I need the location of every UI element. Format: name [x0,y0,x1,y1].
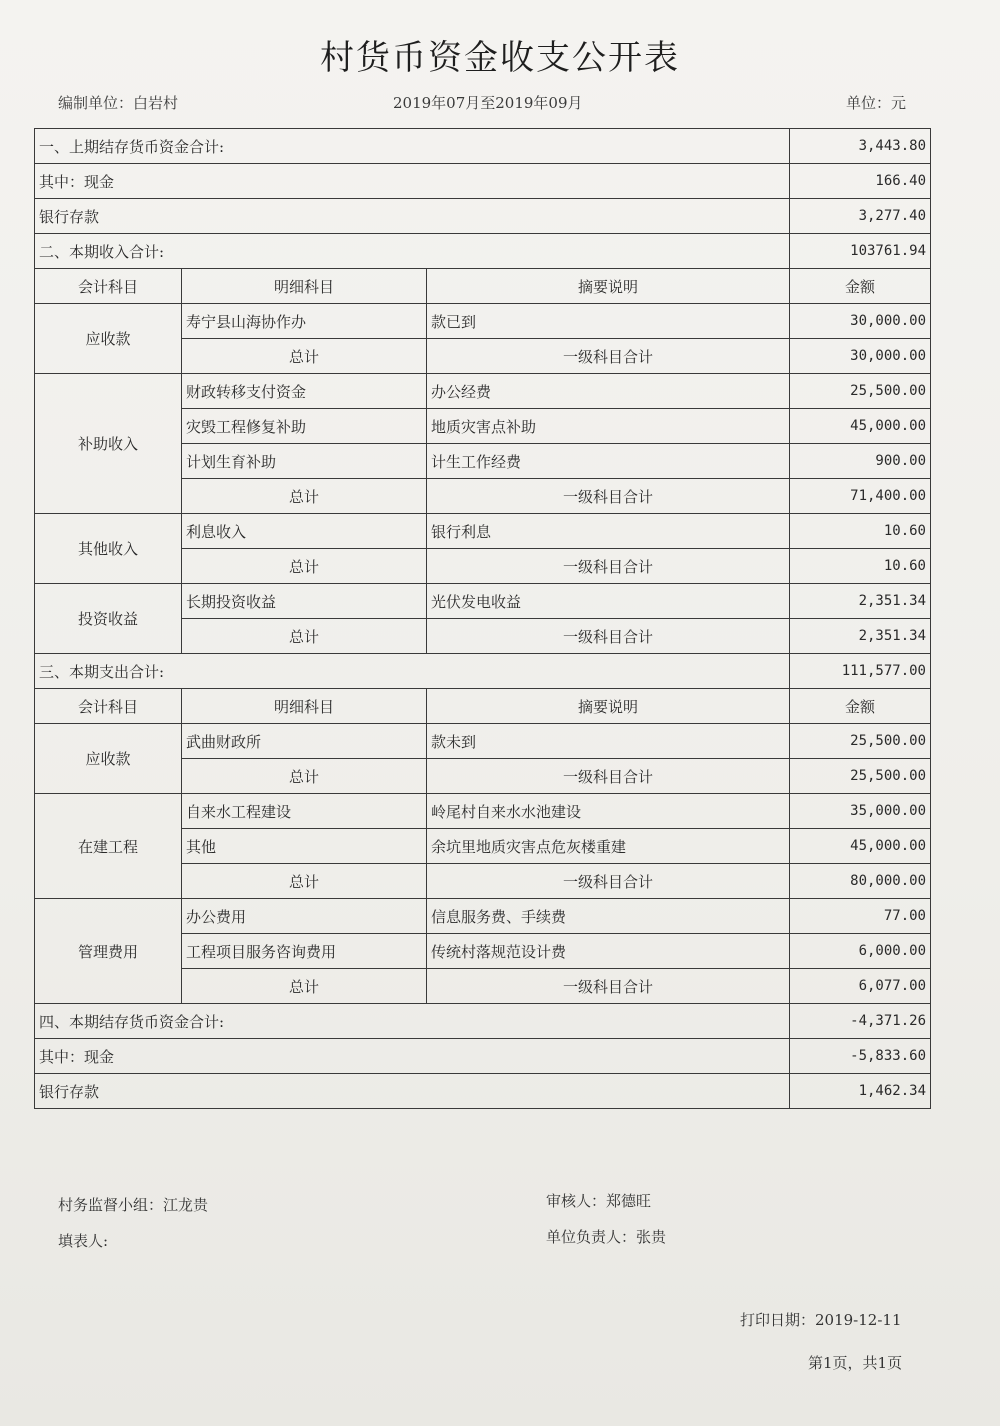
table-row [35,724,931,759]
income-summary-note: 地质灾害点补助 [427,409,790,444]
table-row [35,374,931,409]
expense-summary-note: 余坑里地质灾害点危灰楼重建 [427,829,790,864]
table-row [35,794,931,829]
income-summary-note: 款已到 [427,304,790,339]
income-detail-account: 灾毁工程修复补助 [182,409,427,444]
opening-cash-row [35,164,931,199]
opening-bank-label: 银行存款 [35,199,790,234]
table-row [35,584,931,619]
opening-total-row [35,129,931,164]
income-subtotal-label: 总计 [182,479,427,514]
expense-total-amount: 111,577.00 [790,654,931,689]
income-amount: 25,500.00 [790,374,931,409]
opening-total-label: 一、上期结存货币资金合计: [35,129,790,164]
table-row [35,304,931,339]
opening-bank-row [35,199,931,234]
income-column-header: 明细科目 [182,269,427,304]
expense-account-name: 应收款 [35,724,182,794]
income-subtotal-amount: 30,000.00 [790,339,931,374]
document-title: 村货币资金收支公开表 [320,38,680,78]
expense-total-label: 三、本期支出合计: [35,654,790,689]
expense-summary-note: 信息服务费、手续费 [427,899,790,934]
expense-column-header: 明细科目 [182,689,427,724]
income-detail-account: 寿宁县山海协作办 [182,304,427,339]
income-detail-account: 财政转移支付资金 [182,374,427,409]
income-summary-note: 办公经费 [427,374,790,409]
expense-subtotal-note: 一级科目合计 [427,969,790,1004]
income-subtotal-note: 一级科目合计 [427,619,790,654]
income-detail-account: 计划生育补助 [182,444,427,479]
income-amount: 30,000.00 [790,304,931,339]
opening-cash-label: 其中：现金 [35,164,790,199]
income-subtotal-note: 一级科目合计 [427,549,790,584]
expense-detail-account: 武曲财政所 [182,724,427,759]
income-total-label: 二、本期收入合计: [35,234,790,269]
expense-column-header: 摘要说明 [427,689,790,724]
income-summary-note: 光伏发电收益 [427,584,790,619]
expense-subtotal-note: 一级科目合计 [427,759,790,794]
expense-detail-account: 办公费用 [182,899,427,934]
income-subtotal-label: 总计 [182,619,427,654]
expense-summary-note: 岭尾村自来水水池建设 [427,794,790,829]
income-account-name: 应收款 [35,304,182,374]
income-column-header: 摘要说明 [427,269,790,304]
income-amount: 900.00 [790,444,931,479]
unit-label: 编制单位：白岩村 [58,94,179,112]
currency-label: 单位：元 [846,94,907,112]
expense-detail-account: 工程项目服务咨询费用 [182,934,427,969]
closing-total-label: 四、本期结存货币资金合计: [35,1004,790,1039]
expense-subtotal-label: 总计 [182,759,427,794]
income-subtotal-note: 一级科目合计 [427,479,790,514]
income-detail-account: 利息收入 [182,514,427,549]
expense-amount: 25,500.00 [790,724,931,759]
closing-cash-label: 其中：现金 [35,1039,790,1074]
opening-cash-amount: 166.40 [790,164,931,199]
print-date: 打印日期：2019-12-11 [740,1311,902,1329]
income-summary-note: 计生工作经费 [427,444,790,479]
income-account-name: 补助收入 [35,374,182,514]
closing-bank-amount: 1,462.34 [790,1074,931,1109]
opening-bank-amount: 3,277.40 [790,199,931,234]
expense-subtotal-label: 总计 [182,864,427,899]
income-subtotal-amount: 71,400.00 [790,479,931,514]
income-column-header: 金额 [790,269,931,304]
table-row [35,514,931,549]
reviewer-label: 审核人：郑德旺 [546,1192,652,1210]
supervisor-label: 村务监督小组：江龙贵 [58,1196,209,1214]
expense-subtotal-amount: 80,000.00 [790,864,931,899]
expense-detail-account: 其他 [182,829,427,864]
expense-summary-note: 传统村落规范设计费 [427,934,790,969]
expense-account-name: 在建工程 [35,794,182,899]
income-header-row [35,269,931,304]
income-amount: 10.60 [790,514,931,549]
expense-amount: 35,000.00 [790,794,931,829]
expense-subtotal-amount: 25,500.00 [790,759,931,794]
expense-summary-note: 款未到 [427,724,790,759]
filler-label: 填表人: [58,1232,109,1250]
closing-bank-row [35,1074,931,1109]
income-total-row [35,234,931,269]
opening-total-amount: 3,443.80 [790,129,931,164]
closing-total-row [35,1004,931,1039]
income-detail-account: 长期投资收益 [182,584,427,619]
expense-total-row [35,654,931,689]
income-subtotal-amount: 2,351.34 [790,619,931,654]
closing-bank-label: 银行存款 [35,1074,790,1109]
expense-column-header: 金额 [790,689,931,724]
income-subtotal-note: 一级科目合计 [427,339,790,374]
cashflow-table [34,128,931,1109]
income-summary-note: 银行利息 [427,514,790,549]
income-total-amount: 103761.94 [790,234,931,269]
income-amount: 2,351.34 [790,584,931,619]
expense-column-header: 会计科目 [35,689,182,724]
table-row [35,899,931,934]
income-account-name: 投资收益 [35,584,182,654]
closing-total-amount: -4,371.26 [790,1004,931,1039]
expense-detail-account: 自来水工程建设 [182,794,427,829]
income-subtotal-label: 总计 [182,549,427,584]
income-account-name: 其他收入 [35,514,182,584]
income-amount: 45,000.00 [790,409,931,444]
expense-subtotal-note: 一级科目合计 [427,864,790,899]
head-label: 单位负责人：张贵 [546,1228,667,1246]
page-number: 第1页，共1页 [808,1354,903,1372]
expense-amount: 6,000.00 [790,934,931,969]
expense-amount: 77.00 [790,899,931,934]
expense-subtotal-label: 总计 [182,969,427,1004]
closing-cash-amount: -5,833.60 [790,1039,931,1074]
period-label: 2019年07月至2019年09月 [393,94,583,112]
income-subtotal-label: 总计 [182,339,427,374]
expense-amount: 45,000.00 [790,829,931,864]
expense-account-name: 管理费用 [35,899,182,1004]
income-column-header: 会计科目 [35,269,182,304]
expense-subtotal-amount: 6,077.00 [790,969,931,1004]
closing-cash-row [35,1039,931,1074]
income-subtotal-amount: 10.60 [790,549,931,584]
expense-header-row [35,689,931,724]
